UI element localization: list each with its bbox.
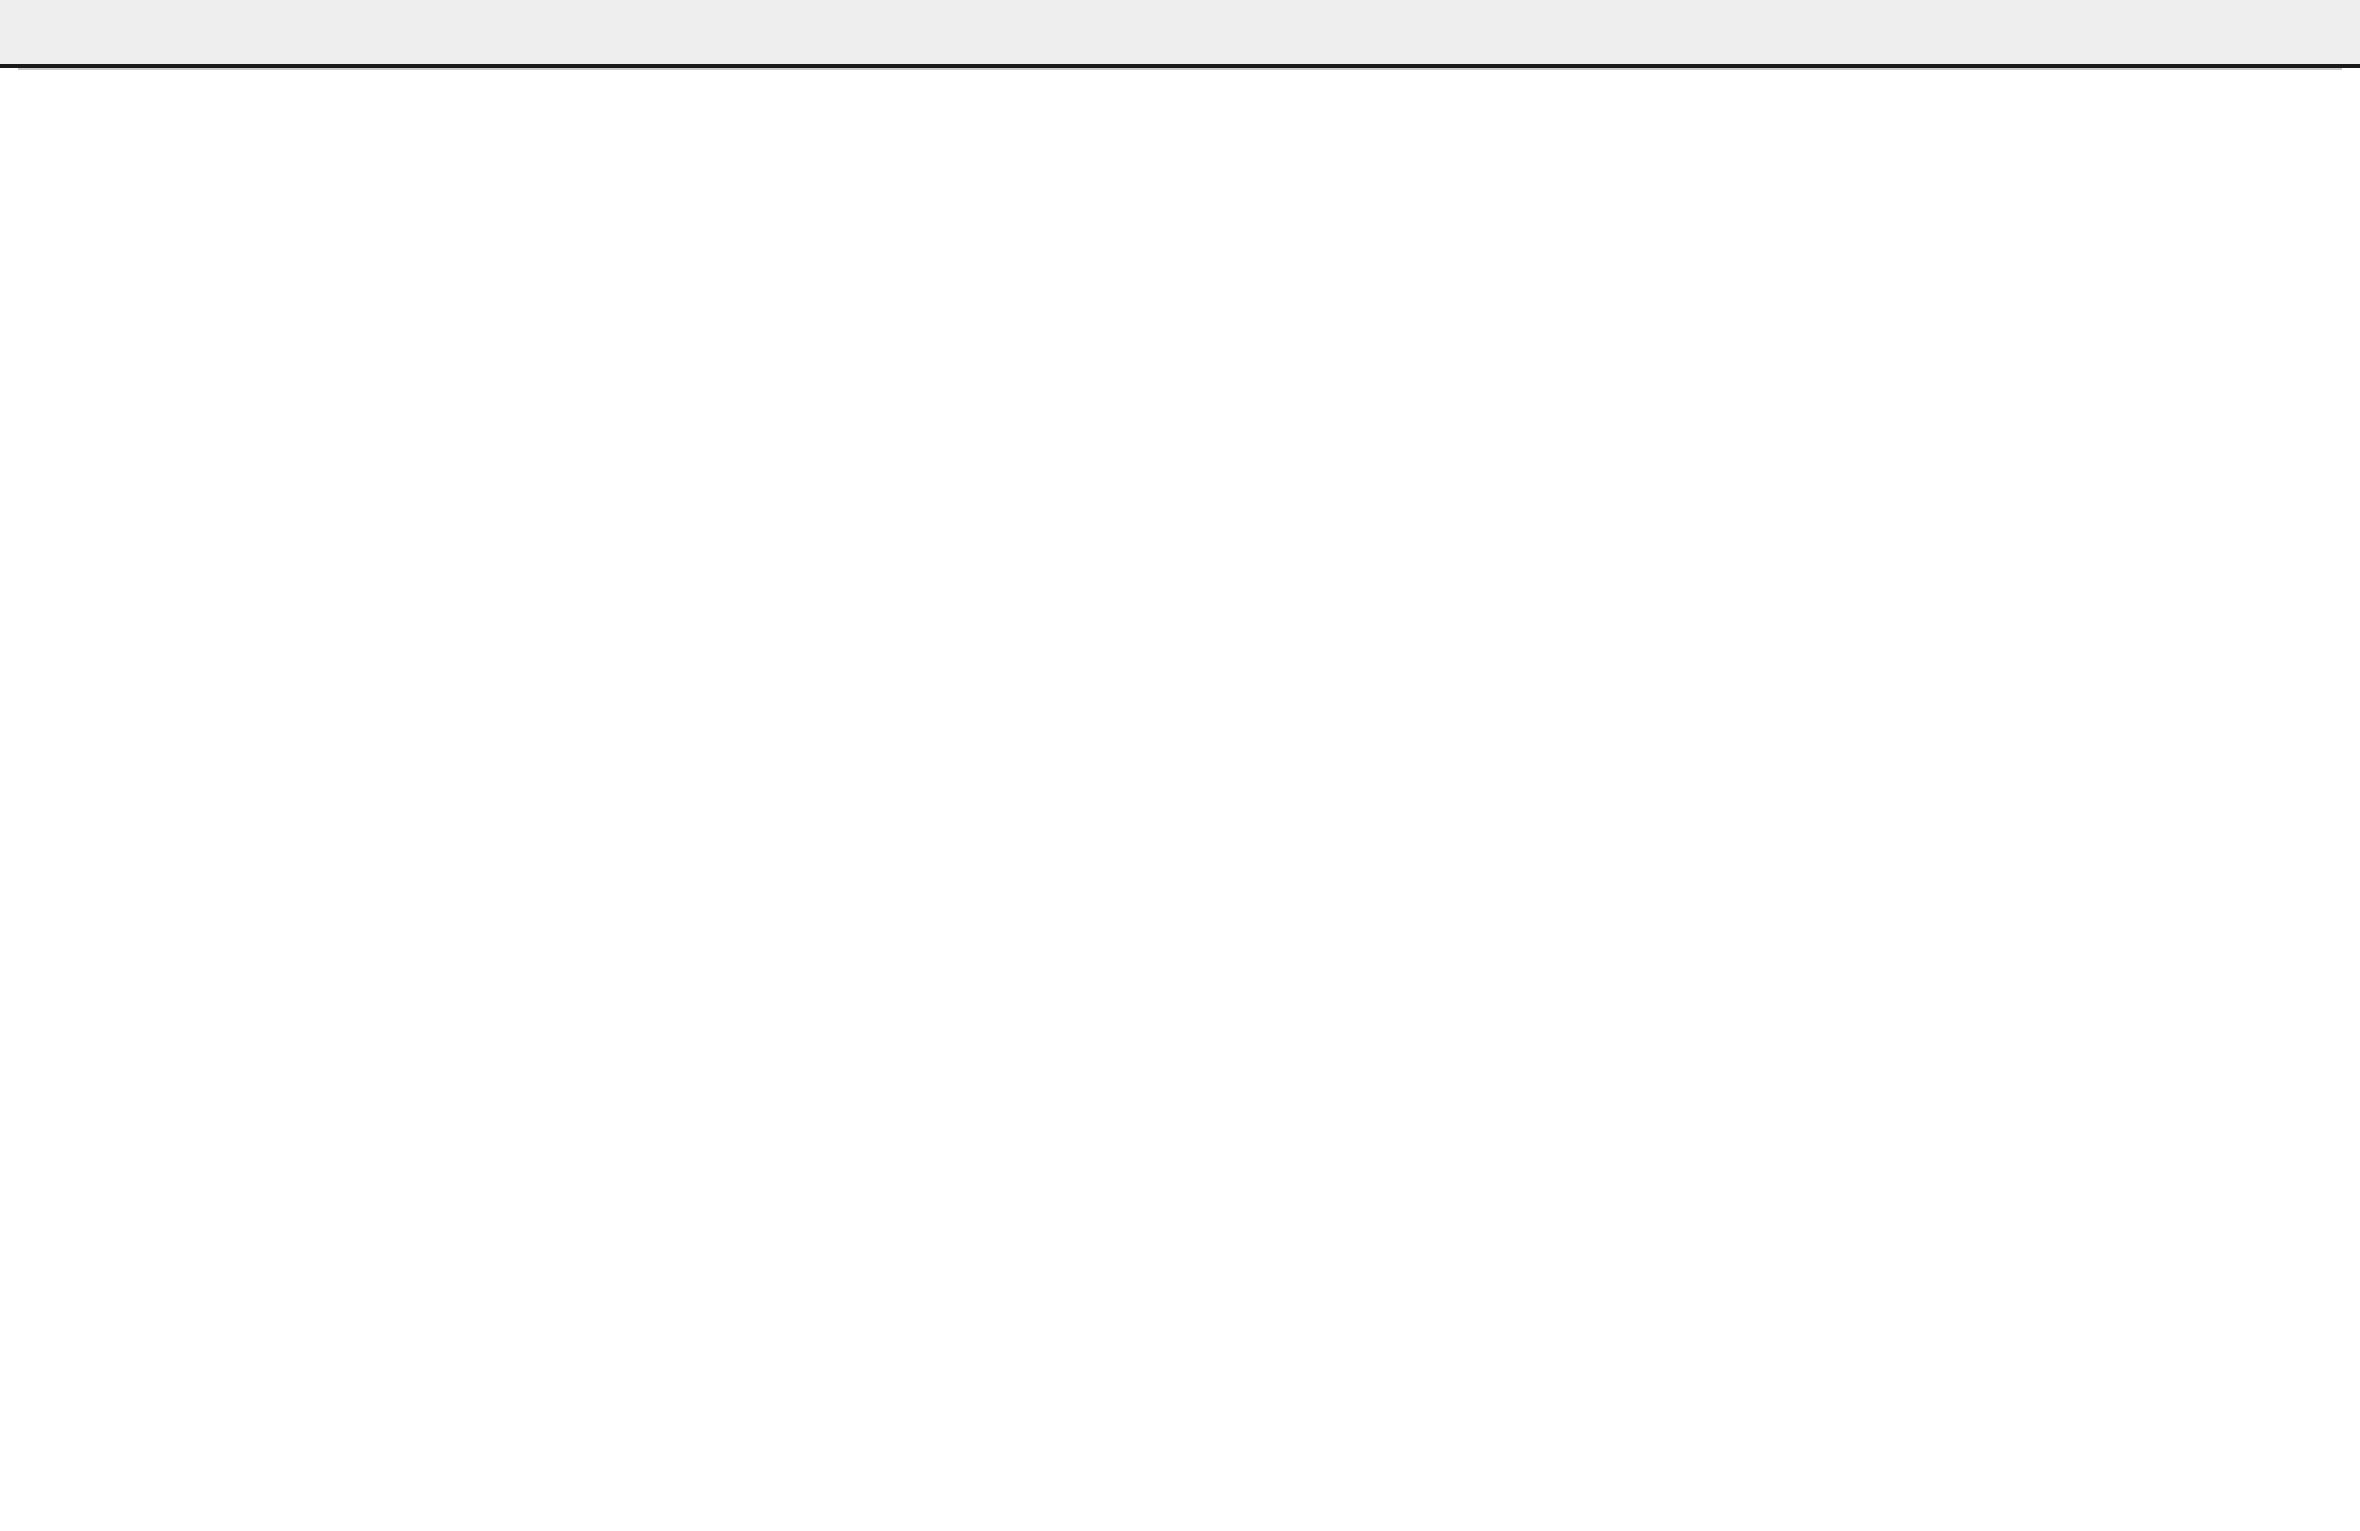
page-header <box>0 0 2360 68</box>
row-divider <box>18 68 2342 70</box>
